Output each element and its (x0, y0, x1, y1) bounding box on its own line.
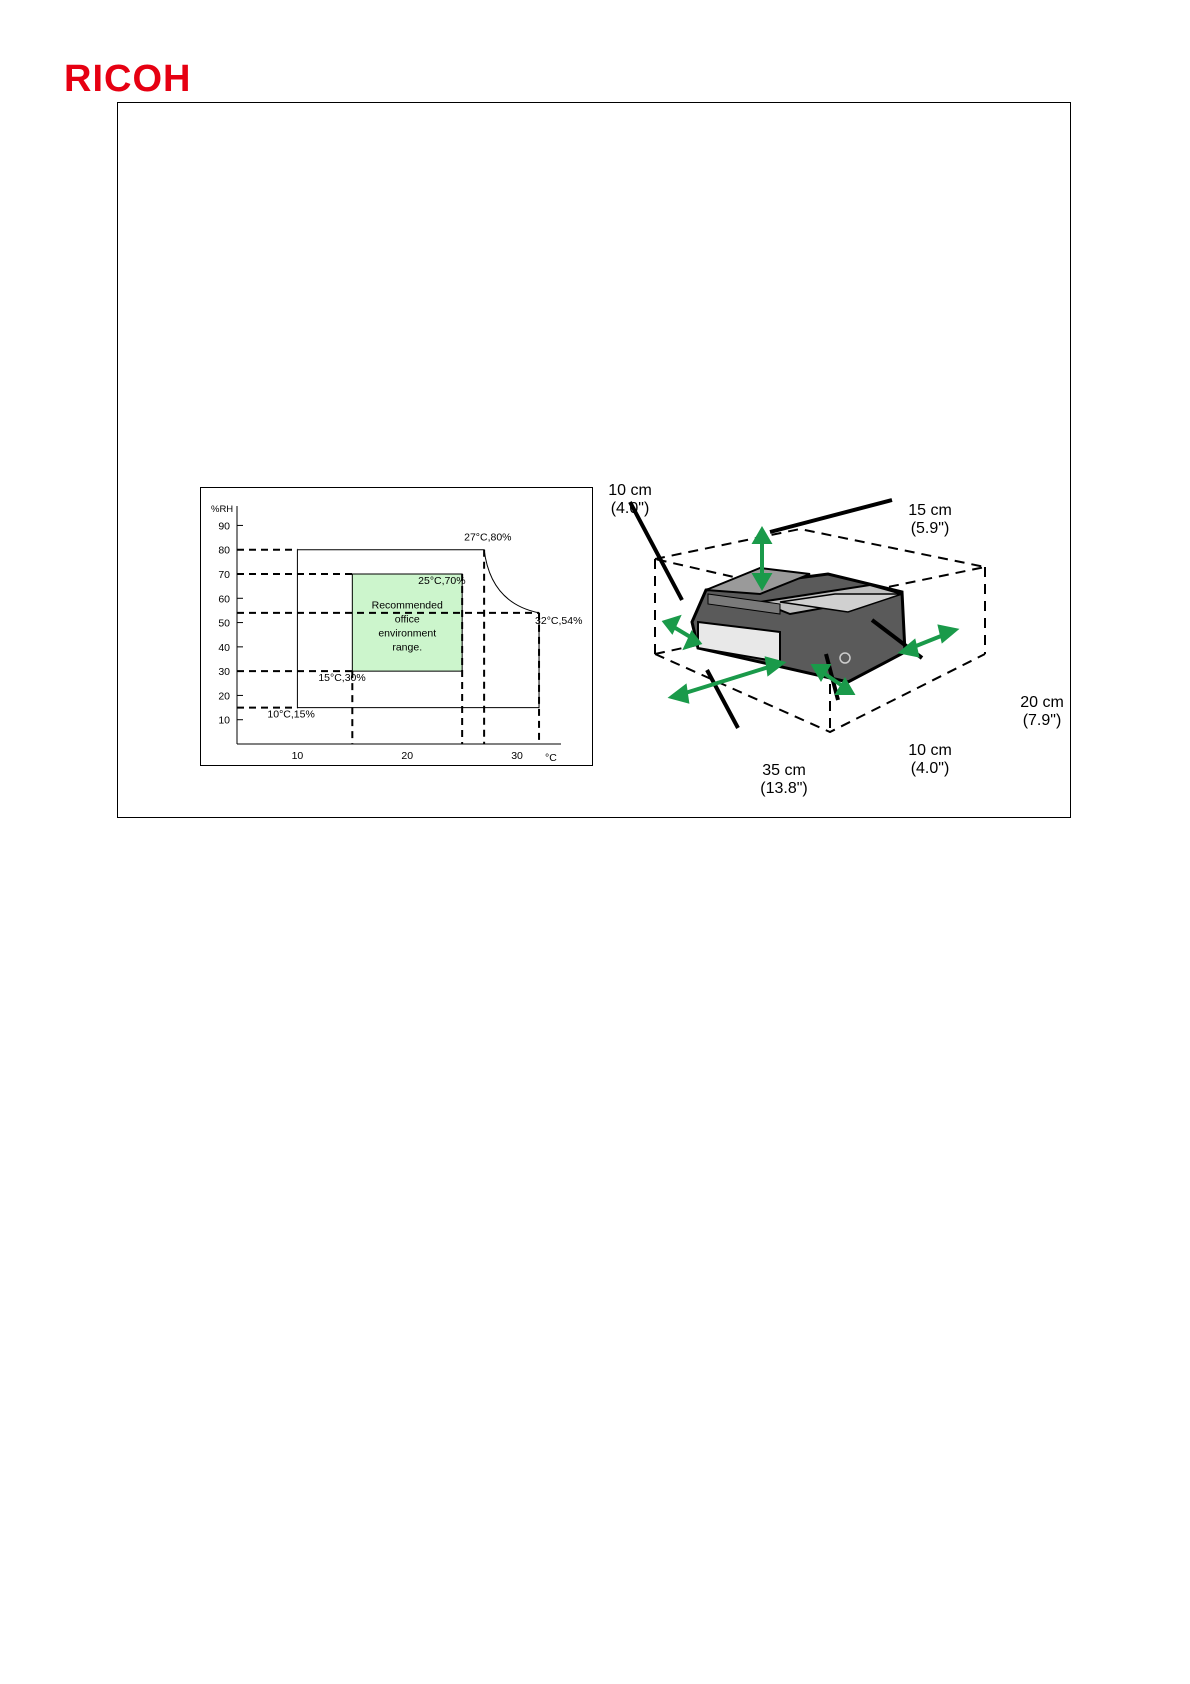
recommended-range-label: office (394, 613, 420, 626)
recommended-range-label: range. (392, 641, 423, 654)
y-tick-label: 90 (218, 520, 230, 533)
point-label: 32°C,54% (535, 614, 583, 627)
environment-chart-svg (201, 488, 594, 767)
clearance-back-left (590, 482, 670, 518)
ricoh-logo: RICOH (64, 58, 192, 100)
clearance-arrow-right (902, 627, 955, 655)
recommended-range-label: Recommended (371, 599, 443, 612)
clearance-top-in: (5.9") (910, 520, 950, 537)
point-label: 25°C,70% (418, 575, 466, 587)
y-axis-unit-label: %RH (211, 504, 234, 515)
clearance-front-in: (13.8") (760, 780, 808, 797)
clearance-front (744, 762, 824, 798)
clearance-arrow-top (755, 530, 769, 587)
recommended-range-label: environment (378, 627, 437, 640)
y-tick-label: 30 (218, 666, 230, 679)
y-tick-label: 60 (218, 593, 230, 606)
clearance-front-right-cm: 10 cm (908, 742, 952, 759)
environment-chart (200, 487, 593, 766)
y-tick-label: 40 (218, 641, 230, 654)
x-axis-unit-label: °C (545, 752, 557, 764)
printer-clearance-figure (610, 482, 1080, 807)
clearance-top (890, 502, 970, 538)
y-tick-label: 20 (218, 690, 230, 703)
clearance-back-left-in: (4.0") (610, 500, 650, 517)
leader-line (770, 500, 892, 532)
point-label: 10°C,15% (267, 708, 315, 721)
clearance-front-cm: 35 cm (762, 762, 806, 779)
y-tick-label: 50 (218, 617, 230, 630)
clearance-right-in: (7.9") (1022, 712, 1062, 729)
clearance-top-cm: 15 cm (908, 502, 952, 519)
x-tick-label: 20 (401, 750, 414, 762)
point-label: 15°C,30% (318, 672, 366, 685)
clearance-back-left-cm: 10 cm (608, 482, 652, 499)
x-tick-label: 10 (291, 750, 304, 762)
printer-clearance-svg (610, 482, 1080, 802)
clearance-right-cm: 20 cm (1020, 694, 1064, 711)
printer-illustration (692, 568, 905, 682)
y-tick-label: 80 (218, 544, 230, 557)
clearance-front-right-in: (4.0") (910, 760, 950, 777)
y-tick-label: 70 (218, 569, 230, 581)
clearance-front-right (890, 742, 970, 778)
y-tick-label: 10 (218, 714, 230, 727)
x-tick-label: 30 (511, 750, 523, 762)
clearance-right (1002, 694, 1082, 730)
point-label: 27°C,80% (464, 531, 512, 544)
clearance-arrow-front (672, 659, 782, 701)
